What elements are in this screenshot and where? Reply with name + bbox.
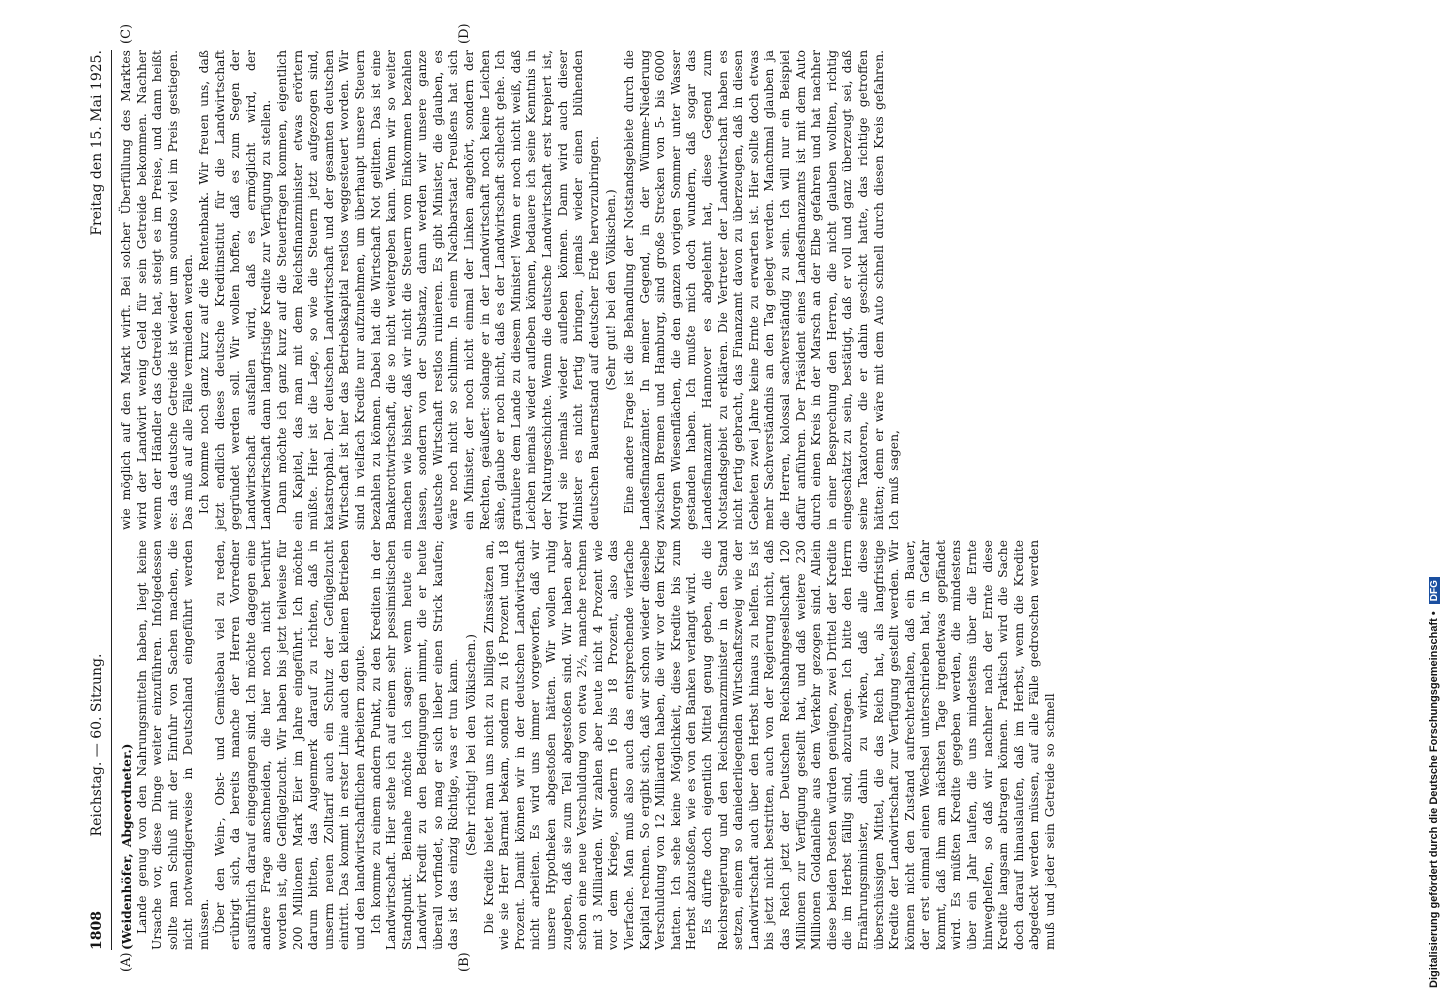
left-running-title: Reichstag. — 60. Sitzung. — [89, 653, 105, 837]
margin-marker-c: (C) — [119, 23, 134, 44]
paragraph: wie möglich auf den Markt wirft. Bei solcher Überfüllung des Marktes wird der Landwirt wenig Geld für sein Getreide bekommen. Nachher wenn der Händler das Getreide hat, steigt es im Preise, und dann heißt es: das deutsche Getreide ist wieder um soundso viel im Preis gestiegen. Das muß auf alle Fälle vermieden werden. — [119, 50, 196, 530]
paragraph: Die Kredite bietet man uns nicht zu billigen Zinssätzen an, wie sie Herr Barmat bekam, sondern zu 16 Prozent und 18 Prozent. Damit können wir in der deutschen Landwirtschaft nicht arbeiten. Es wird uns immer vorgeworfen, daß wir unsere Hypotheken abgestoßen hätten. Wir wollen ruhig zugeben, daß sie zum Teil abgestoßen sind. Wir haben aber schon eine neue Verschuldung von etwa 2½, manche rechnen mit 3 Milliarden. Wir zahlen aber heute nicht 4 Prozent wie vor dem Kriege, sondern 16 bis 18 Prozent, also das Vierfache. Man muß also auch das entsprechende vierfache Kapital rechnen. So ergibt sich, daß wir schon wieder dieselbe Verschuldung von 12 Milliarden haben, die wir vor dem Krieg hatten. Ich sehe keine Möglichkeit, diese Kredite bis zum Herbst abzustoßen, wie es von den Banken verlangt wird. — [481, 540, 699, 950]
paragraph: Dann möchte ich ganz kurz auf die Steuerfragen kommen, eigentlich ein Kapitel, das man mit dem Reichsfinanzminister etwas erörtern müßte. Hier ist die Lage, so wie die Steuern jetzt aufgezogen sind, katastrophal. Der deutschen Landwirtschaft und der gesamten deutschen Wirtschaft ist hier das Betriebskapital restlos weggesteuert worden. Wir sind in vielfach Kredite nur aufzunehmen, um überhaupt unsere Steuern bezahlen zu können. Dabei hat die Wirtschaft Not gelitten. Das ist eine Bankerottwirtschaft, die so nicht weitergeben kann. Wenn wir so weiter machen wie bisher, daß wir nicht die Steuern vom Einkommen bezahlen lassen, sondern von der Substanz, dann werden wir unsere ganze deutsche Wirtschaft restlos ruinieren. Es gibt Minister, die glauben, es wäre noch nicht so schlimm. In einem Nachbarstaat Preußens hat sich ein Minister, der noch nicht einmal der Linken angehört, sondern der Rechten, geäußert: solange er in der Landwirtschaft noch keine Leichen sähe, glaube er noch nicht, daß es der Landwirtschaft schlecht gehe. Ich gratuliere dem Lande zu diesem Minister! Wenn er noch nicht weiß, daß Leichen niemals wieder aufleben können, bedauere ich seine Kenntnis in der Naturgeschichte. Wenn die deutsche Landwirtschaft erst krepiert ist, wird sie niemals wieder aufleben können. Dann wird auch dieser Minister es nicht fertig bringen, jemals wieder einen blühenden deutschen Bauernstand auf deutscher Erde hervorzubringen. — [274, 50, 601, 530]
interjection: (Sehr gut! bei den Völkischen.) — [604, 189, 619, 391]
left-column — [119, 540, 1059, 950]
page-number: 1808 — [89, 911, 105, 950]
margin-marker-a: (A) — [119, 952, 134, 972]
paragraph: Ich komme zu einem andern Punkt, zu den Krediten in der Landwirtschaft. Hier stehe ich auf einem sehr pessimistischen Standpunkt. Beinahe möchte ich sagen: wenn heute ein Landwirt Kredit zu den Bedingungen nimmt, die er heute überall vorfindet, so mag er sich lieber einen Strick kaufen; das ist das einzig Richtige, was er tun kann. — [368, 540, 461, 950]
dfg-logo: DFG — [1429, 577, 1440, 604]
page-header — [85, 50, 112, 950]
paragraph: Über den Wein-, Obst- und Gemüsebau viel zu reden, erübrigt sich, da bereits manche der Herren Vorredner ausführlich darauf eingegangen sind. Ich möchte dagegen eine andere Frage anschneiden, die hier noch nicht berührt worden ist, die Geflügelzucht. Wir haben bis jetzt teilweise für 200 Millionen Mark Eier im Jahre eingeführt. Ich möchte darum bitten, das Augenmerk darauf zu richten, daß in unserm neuen Zolltarif auch ein Schutz der Geflügelzucht eintritt. Das kommt in erster Linie auch den kleinen Betrieben und den landwirtschaftlichen Arbeitern zugute. — [212, 540, 367, 950]
document-page — [85, 23, 1415, 972]
right-column — [119, 50, 903, 530]
paragraph: Ich komme noch ganz kurz auf die Rentenbank. Wir freuen uns, daß jetzt endlich dieses deutsche Kreditinstitut für die Landwirtschaft gegründet werden soll. Wir wollen hoffen, daß es zum Segen der Landwirtschaft ausfallen wird, daß es ermöglicht wird, der Landwirtschaft dann langfristige Kredite zur Verfügung zu stellen. — [196, 50, 274, 530]
speaker-line: (Weidenhöfer, Abgeordneter.) — [119, 743, 134, 950]
paragraph: Es dürfte doch eigentlich Mittel genug geben, die die Reichsregierung und den Reichsfinanzminister in den Stand setzen, einem so daniederliegenden Wirtschaftszweig wie der Landwirtschaft auch über den Herbst hinaus zu helfen. Es ist bis jetzt nicht bestritten, auch von der Regierung nicht, daß das Reich jetzt der Deutschen Reichsbahngesellschaft 120 Millionen zur Verfügung gestellt hat, und daß weitere 230 Millionen Goldanleihe aus dem Verkehr gezogen sind. Allein diese beiden Posten würden genügen, zwei Drittel der Kredite die im Herbst fällig sind, abzutragen. Ich bitte den Herrn Ernährungsminister, dahin zu wirken, daß alle diese überschüssigen Mittel, die das Reich hat, als langfristige Kredite der Landwirtschaft zur Verfügung gestellt werden. Wir können nicht den Zustand aufrechterhalten, daß ein Bauer, der erst einmal einen Wechsel unterschrieben hat, in Gefahr kommt, daß ihm am nächsten Tage irgendetwas gepfändet wird. Es müßten Kredite gegeben werden, die mindestens über ein Jahr laufen, die uns mindestens über die Ernte hinweghelfen, so daß wir nachher nach der Ernte diese Kredite langsam abtragen können. Praktisch wird die Sache doch darauf hinauslaufen, daß im Herbst, wenn die Kredite abgedeckt werden müssen, auf alle Fälle gedroschen werden muß und jeder sein Getreide so schnell — [699, 540, 1058, 950]
funding-sidebar — [1402, 8, 1440, 988]
margin-marker-d: (D) — [457, 23, 472, 44]
right-running-title: Freitag den 15. Mai 1925. — [89, 50, 105, 236]
interjection: (Sehr richtig! bei den Völkischen.) — [464, 634, 479, 856]
paragraph: Lande genug von den Nahrungsmitteln haben, liegt keine Ursache vor, diese Dinge weiter einzuführen. Infolgedessen sollte man Schluß mit der Einfuhr von Sachen machen, die nicht notwendigerweise in Deutschland eingeführt werden müssen. — [134, 540, 211, 950]
paragraph: Eine andere Frage ist die Behandlung der Notstandsgebiete durch die Landesfinanzämter. In meiner Gegend, in der Wümme-Niederung zwischen Bremen und Hamburg, sind große Strecken von 5- bis 6000 Morgen Wiesenflächen, die den ganzen vorigen Sommer unter Wasser gestanden haben. Ich mußte mich doch wundern, daß sogar das Landesfinanzamt Hannover es abgelehnt hat, diese Gegend zum Notstandsgebiet zu erklären. Die Vertreter der Landwirtschaft haben es nicht fertig gebracht, das Finanzamt davon zu überzeugen, daß in diesen Gebieten zwei Jahre keine Ernte zu erwarten ist. Hier sollte doch etwas mehr Sachverständnis an den Tag gelegt werden. Manchmal glauben ja die Herren, kolossal sachverständig zu sein. Ich will nur ein Beispiel dafür anführen. Der Präsident eines Landesfinanzamts ist mit dem Auto durch einen Kreis in der Marsch an der Elbe gefahren und hat nachher in einer Besprechung den Herren, die nicht glauben wollten, richtig eingeschätzt zu sein, bestätigt, daß er voll und ganz überzeugt sei, daß seine Taxatoren, die er dahin geschickt hatte, das richtige getroffen hätten; denn er wäre mit dem Auto schnell durch diesen Kreis gefahren. Ich muß sagen, — [622, 50, 902, 530]
funding-note: Digitalisierung gefördert durch die Deutsche Forschungsgemeinschaft • — [1428, 611, 1440, 988]
margin-marker-b: (B) — [457, 952, 472, 972]
